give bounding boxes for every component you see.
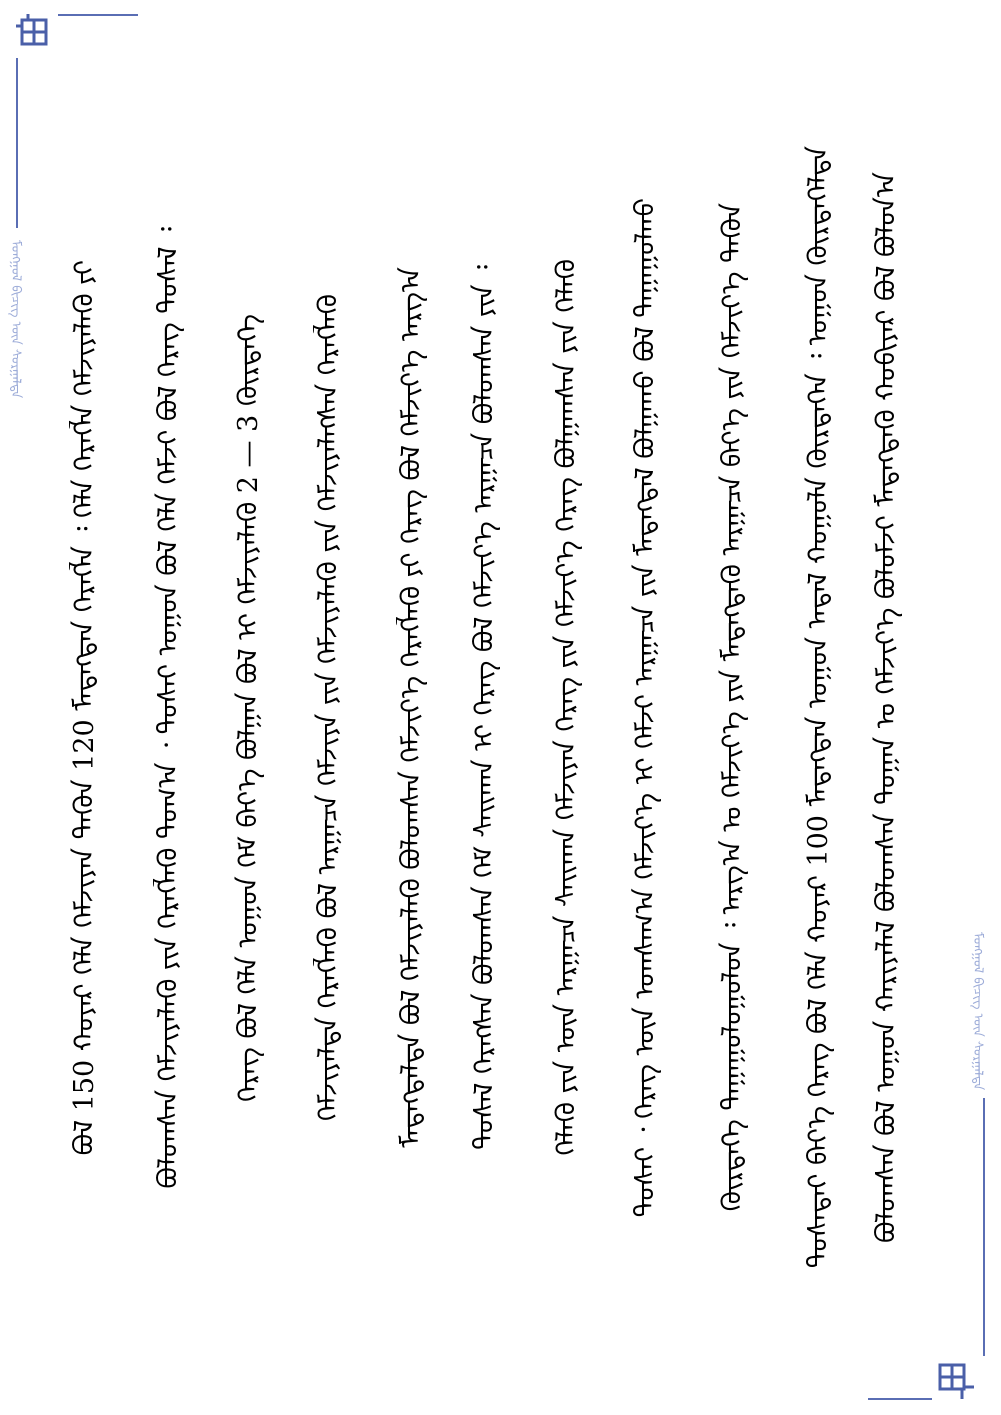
text-column xyxy=(146,70,192,1345)
column-text: ᠲᠤᠰᠠᠯ ᠬᠡᠷᠡᠭᠰᠡᠨ ᠪᠣᠯᠤᠭᠰᠠᠨ ᠬᠡᠮ ᠰᠠᠢᠬᠠᠨ ᠢ ᠬᠡᠷᠡᠭ ᠪᠣᠯ ᠬᠡᠮᠵᠢᠶ᠎ᠡ ᠠᠷᠭᠠᠴᠠ ᠪᠣᠯᠤᠭᠰᠠᠨ ᠶᠢᠨ ᠄ xyxy=(469,265,500,1150)
column-text: ᠲᠤᠰᠠᠢ ᠂ ᠬᠡᠷᠡᠭ ᠦᠨ ᠤᠭᠰᠠᠭ᠎ᠠ ᠬᠡᠮᠵᠢᠶ᠎ᠡ ᠢ ᠬᠡᠮᠵᠢ ᠠᠷᠭᠠᠴᠠ ᠶᠢᠨ ᠮᠡᠳᠡᠭᠳᠡᠯ ᠪᠣᠯᠭᠠᠬᠤ ᠪᠣᠯ ᠳᠠᠭᠠᠭᠤᠯᠬᠤ xyxy=(630,197,661,1218)
text-column xyxy=(796,70,842,1345)
watermark-left: ᠮᠣᠩᠭᠣᠯ ᠪᠢᠴᠢᠭ ᠦᠨ ᠰᠤᠷᠭᠠᠯᠲᠠ xyxy=(8,240,23,399)
text-column xyxy=(62,70,108,1345)
column-text: ᠲᠤᠰᠠᠲᠠᠢ ᠪᠡᠶ᠎ᠡ ᠬᠡᠷᠡᠭ ᠪᠣᠯ ᠬᠡᠯᠡ ᠬᠣᠶᠠᠷ 100 ᠮᠡᠳᠡᠭᠳᠡᠨ ᠤᠭᠤᠨ ᠠᠳᠠᠯ ᠬᠣᠭᠣᠯᠠ ᠬᠦᠷᠲᠡᠭᠡᠨ ᠄ ᠤᠭᠤᠨ ᠬᠦᠷᠲᠡᠭᠡᠯᠲᠡ xyxy=(803,146,834,1269)
column-text: ᠮᠡᠳᠡᠭᠳᠡᠯᠲᠡ ᠪᠣᠯ ᠬᠡᠮᠵᠢᠶᠡᠯᠡᠬᠦ ᠪᠣᠯᠤᠭᠰᠠᠨ ᠬᠡᠮᠵᠢᠶ᠎ᠡ ᠬᠡᠷᠡᠭᠯᠡᠬᠦ ᠶᠢ ᠬᠡᠷᠡᠭ ᠪᠣᠯ ᠬᠡᠮᠵᠢᠶ᠎ᠡ ᠠᠷᠭ᠎ᠠ xyxy=(396,267,427,1148)
column-text: ᠪᠣᠯᠤᠭᠰᠠᠨ ᠬᠡᠮᠵᠢᠶᠡᠯᠡᠬᠦ ᠶᠢᠨ ᠬᠡᠷᠡᠭᠯᠡᠬᠦ ᠲᠣᠭ᠎ᠠ ᠂ ᠲᠤᠰᠠᠢ ᠤᠭᠤᠨ ᠪᠣᠯ ᠬᠡᠯᠡ ᠬᠡᠮᠵᠢ ᠪᠣᠯ ᠬᠡᠷᠡᠭ ᠲᠤᠰᠠᠯ ᠄ xyxy=(153,226,184,1189)
column-text: ᠪᠣᠯ 150 ᠬᠣᠶᠠᠷ ᠬᠡᠯᠡ ᠬᠡᠮᠵᠢᠶᠡᠨ ᠲᠡᠭᠦᠨ 120 ᠮᠡᠳᠡᠭᠳᠡᠨ ᠬᠡᠷᠡᠭᠯᠡ ᠄ ᠬᠡᠯᠡ ᠬᠡᠷᠡᠭᠯᠡ ᠬᠡᠮᠵᠢᠶᠡᠯᠡᠬᠦ ᠶᠢ xyxy=(69,259,100,1156)
corner-knot-ornament-bottom-right xyxy=(932,1357,976,1401)
frame-line-right xyxy=(983,1098,985,1356)
frame-line-bottom xyxy=(868,1398,932,1400)
text-column xyxy=(226,70,272,1345)
corner-knot-ornament-top-left xyxy=(14,12,58,56)
text-column xyxy=(544,70,590,1345)
text-column xyxy=(623,70,669,1345)
column-text: ᠬᠡᠯᠡᠬᠦ ᠶᠢᠨ ᠦᠨ ᠠᠷᠭᠠᠴᠠ ᠰᠠᠢᠬᠠᠨ ᠬᠡᠮᠵᠢᠶᠡᠨ ᠬᠡᠷᠡᠭ ᠶᠢᠨ ᠬᠡᠮᠵᠢᠶ᠎ᠡ ᠬᠡᠷᠡᠭ ᠪᠣᠯᠭᠠᠭᠰᠠᠨ ᠶᠢᠨ ᠬᠡᠯᠡᠬᠦ xyxy=(551,259,582,1156)
column-text: ᠪᠣᠯᠤᠭᠰᠠᠨ ᠪᠣᠯ ᠤᠭᠤᠨ ᠬᠠᠷᠢᠶᠠᠯᠠᠯ ᠪᠣᠯᠤᠭᠰᠠᠨ ᠲᠣᠭᠠᠨ ᠤ ᠬᠡᠮᠵᠢᠶ᠎ᠡ ᠪᠣᠯᠤᠮᠵᠢ ᠮᠡᠳᠡᠭᠳᠡᠬᠦ ᠬᠤᠪᠢᠶᠠᠷ ᠪᠣᠯ ᠪᠣᠯᠤᠨ᠎ᠠ xyxy=(871,171,902,1244)
column-text: ᠬᠡᠷᠡᠭ ᠪᠣᠯ ᠬᠡᠯᠡ ᠤᠭᠤᠨ ᠬᠡᠮ ᠪᠡᠶ᠎ᠡ ᠪᠣᠯᠭᠠᠨ ᠪᠣᠯ ᠢ ᠬᠡᠮᠵᠢᠶᠡᠯᠡᠬᠦ 2 — 3 ᠬᠦᠷᠲᠡᠭᠡ xyxy=(233,313,264,1102)
frame-line-top xyxy=(58,14,138,16)
text-column xyxy=(389,70,435,1345)
frame-line-left xyxy=(16,58,18,228)
text-column xyxy=(864,70,910,1345)
text-column xyxy=(462,70,508,1345)
watermark-right: ᠮᠣᠩᠭᠣᠯ ᠪᠢᠴᠢᠭ ᠦᠨ ᠰᠤᠷᠭᠠᠯᠲᠠ xyxy=(970,932,985,1091)
text-column xyxy=(306,70,352,1345)
column-text: ᠬᠡᠮᠵᠢᠶᠡᠯᠲᠡ ᠬᠡᠷᠡᠭᠯᠡᠬᠦ ᠪᠣᠯ ᠠᠷᠭᠠᠴᠠ ᠬᠡᠮᠵᠢᠶᠡ ᠶᠢᠨ ᠬᠡᠮᠵᠢᠶᠡᠯᠡᠬᠦ ᠶᠢᠨ ᠬᠡᠮᠵᠢᠶᠡᠯᠡᠭᠰᠡᠨ ᠬᠡᠷᠡᠭᠯᠡᠬᠦ xyxy=(313,293,344,1122)
text-column xyxy=(710,70,756,1345)
column-text: ᠬᠦᠷᠲᠡᠭᠡ ᠳᠠᠭᠠᠭᠤᠯᠤᠭᠤᠯᠤᠨ ᠄ ᠠᠷᠭ᠎ᠠ ᠣ ᠬᠡᠮᠵᠢᠶ᠎ᠡ ᠶᠢᠨ ᠮᠡᠳᠡᠭᠳᠡᠬᠦ ᠠᠷᠭᠠᠴᠠ ᠪᠡᠶ᠎ᠡ ᠶᠢᠨ ᠬᠡᠮᠵᠢᠶ᠎ᠡ ᠲᠡᠭᠦᠨ xyxy=(717,203,748,1212)
